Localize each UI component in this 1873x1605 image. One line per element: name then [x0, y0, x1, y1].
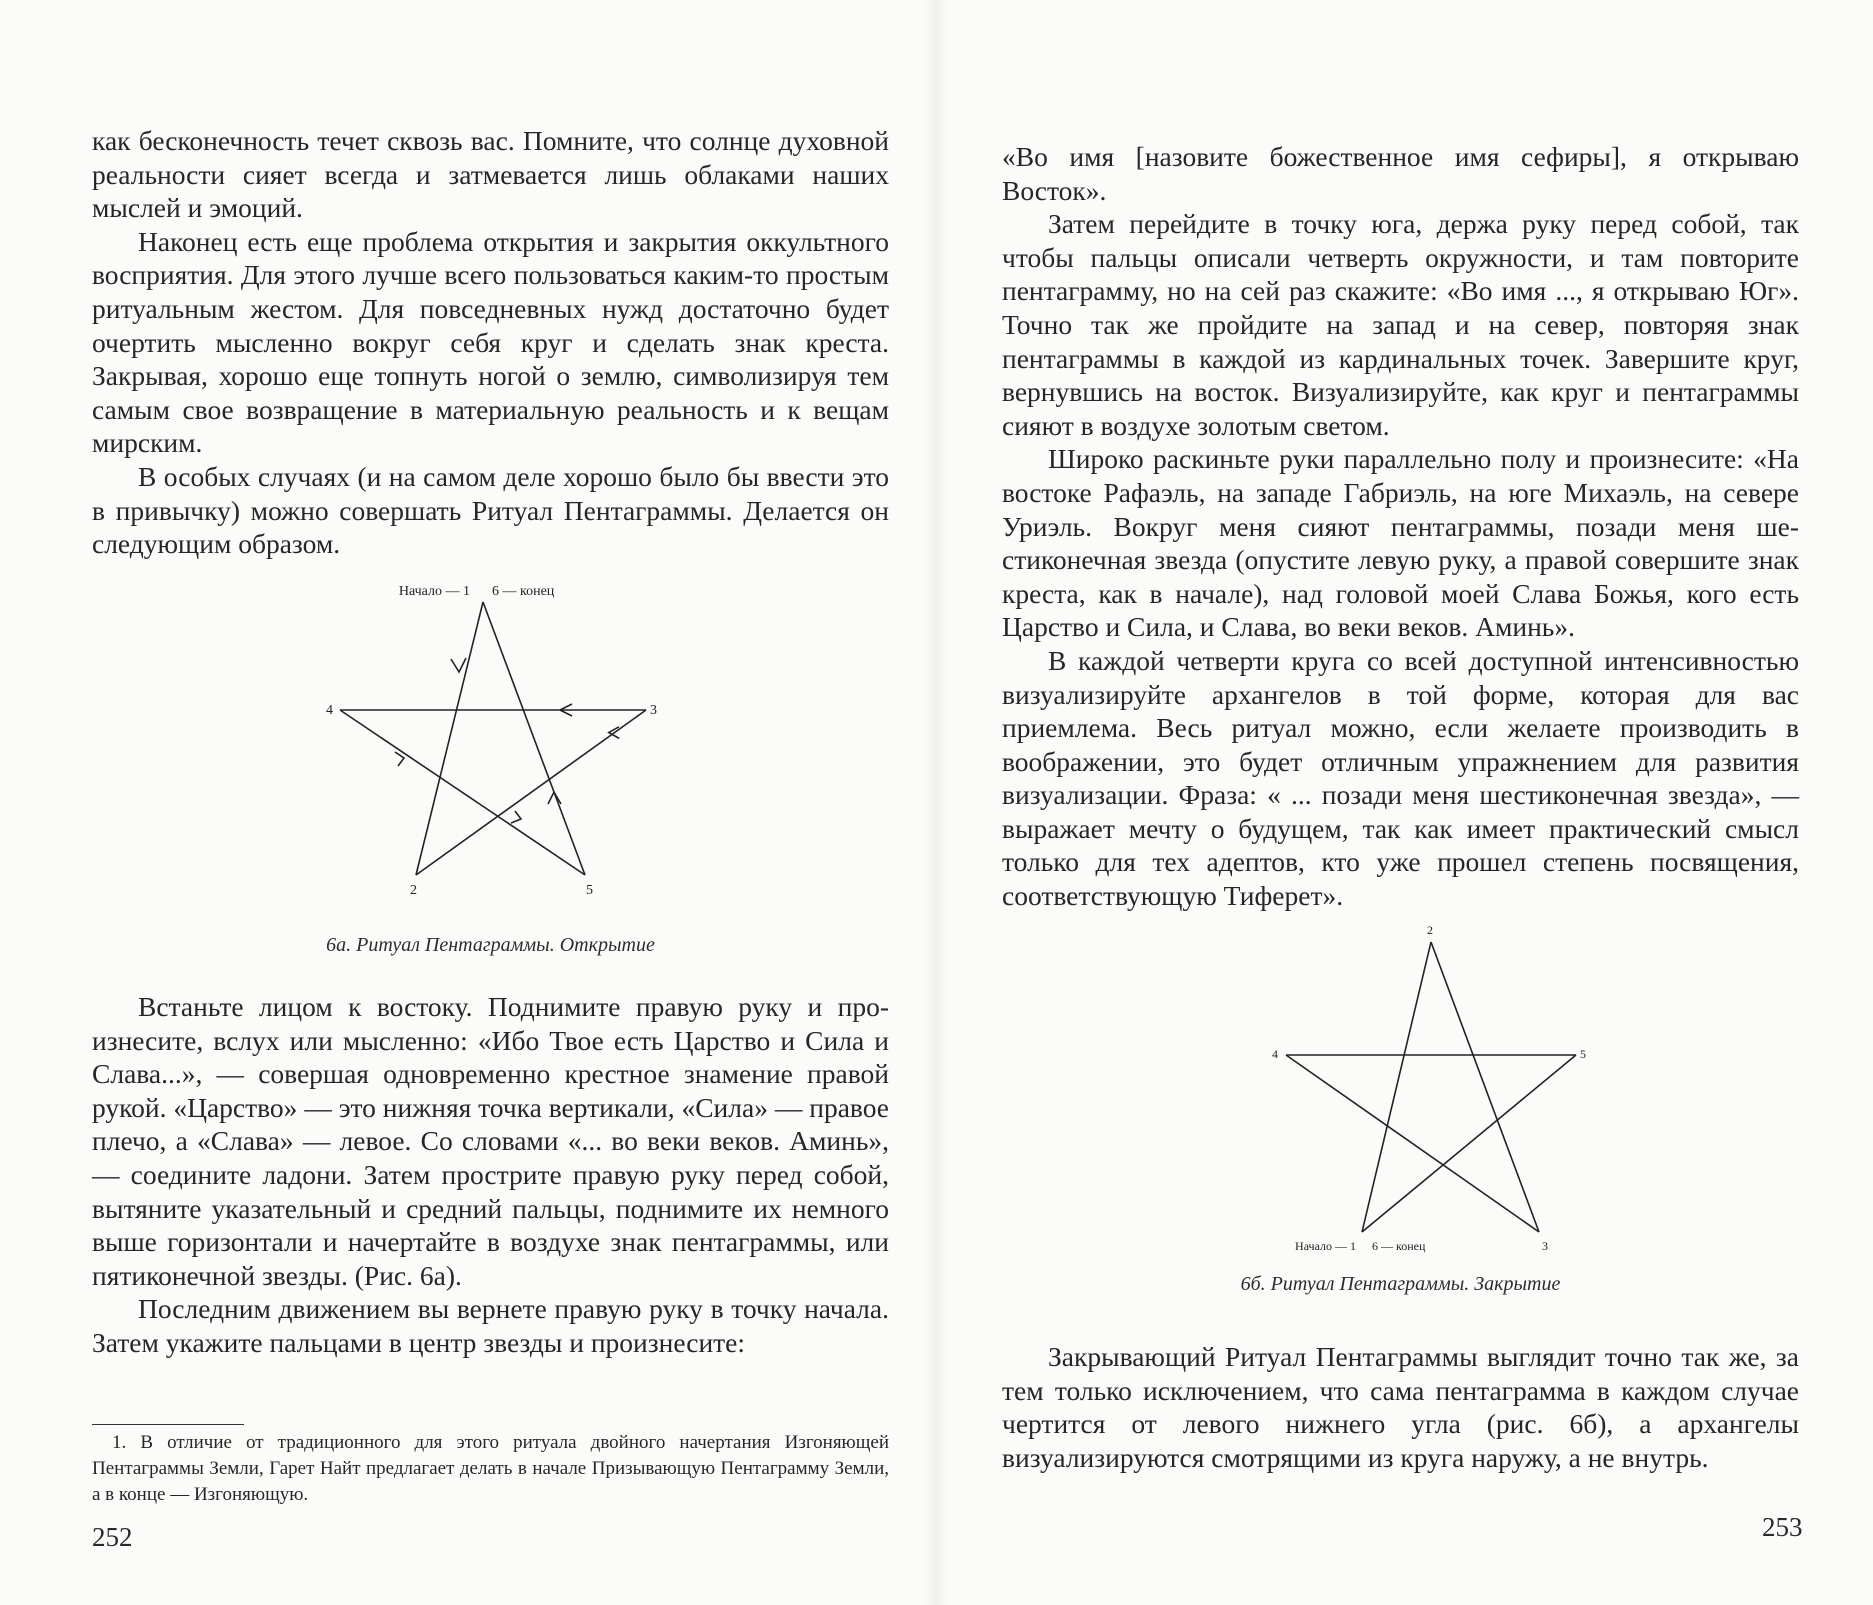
left-paragraph-2: Наконец есть еще проблема открытия и закрытия оккультного восприятия. Для этого лучше всего пользоваться каким-то простым ритуальным жестом. Для повседневных нужд достаточно будет очертить мысленно вокруг себя круг и сделать знак креста. Закрывая, хорошо еще топнуть ногой о землю, символизируя тем самым свое возвращение в материальную реальность и к вещам мирским.: [92, 225, 889, 459]
label-start: Начало — 1: [1295, 1239, 1356, 1253]
point-label-4: 4: [1272, 1047, 1278, 1061]
pentagram-stroke: [340, 710, 585, 875]
point-label-4: 4: [326, 703, 333, 718]
point-label-3: 3: [650, 703, 657, 718]
left-page: [0, 0, 936, 1605]
figure-6b-closing-pentagram: [1256, 920, 1616, 1260]
point-label-2: 2: [410, 883, 417, 898]
direction-arrow: [451, 658, 466, 672]
point-label-3: 3: [1542, 1239, 1548, 1253]
direction-arrow: [395, 752, 404, 766]
figure-caption-6a: 6а. Ритуал Пентаграммы. Открытие: [326, 934, 655, 956]
right-paragraph-5: Закрывающий Ритуал Пентаграммы выглядит точно так же, за тем только исключением, что сама пентаграмма в каждом случае чертится от левого нижнего угла (рис. 6б), а архангелы визуализируются смотрящими из круга наружу, а не внутрь.: [1002, 1341, 1799, 1473]
left-paragraph-3: В особых случаях (и на самом деле хорошо было бы ввести это в привычку) можно совершать Ритуал Пентаграммы. Делается он следующим образом.: [92, 460, 889, 560]
figure-6a-opening-pentagram: [320, 582, 660, 912]
pentagram-stroke: [1286, 1055, 1539, 1232]
right-paragraph-3: Широко раскиньте руки параллельно полу и произнесите: «На востоке Рафаэль, на западе Габриэль, на юге Михаэль, на севере Уриэль. Вокруг меня сияют пентаграммы, позади меня шестиконечная звезда (опустите левую руку, а правой совершите знак креста, как в начале), над головой моей Слава Божья, кого есть Царство и Сила, и Слава, во веки веков. Аминь».: [1002, 443, 1799, 643]
label-start: Начало — 1: [398, 584, 470, 599]
page-number-right: 253: [1762, 1512, 1803, 1542]
figure-caption-6b: 6б. Ритуал Пентаграммы. Закрытие: [1240, 1273, 1561, 1295]
pentagram-stroke: [1362, 942, 1431, 1232]
left-text-block: [92, 124, 889, 561]
right-page: [936, 0, 1873, 1605]
right-paragraph-2: Затем перейдите в точку юга, держа руку перед собой, так чтобы пальцы описали четверть окружности, и там повторите пентаграмму, но на сей раз скажите: «Во имя ..., я открываю Юг». Точно так же пройдите на запад и на север, повторяя знак пентаграммы в каждой из кардинальных точек. Завершите круг, вернувшись на восток. Визуализируйте, как круг и пентаграммы сияют в воздухе золотым светом.: [1002, 208, 1799, 441]
left-paragraph-4: Встаньте лицом к востоку. Поднимите правую руку и произнесите, вслух или мысленно: «Ибо Твое есть Царство и Сила и Слава...», — совершая одновременно крестное знамение правой рукой. «Царство» — это нижняя точка вертикали, «Сила» — правое плечо, а «Слава» — левое. Со словами «... во веки веков. Аминь», — соедините ладони. Затем прострите правую руку перед собой, вытяните указательный и средний пальцы, поднимите их немного выше горизонтали и начертайте в воздухе знак пентаграммы, или пятиконечной звезды. (Рис. 6а).: [92, 991, 889, 1291]
point-label-2: 2: [1427, 923, 1433, 937]
right-text-block-after: [1002, 1340, 1799, 1474]
footnote-rule: [92, 1424, 244, 1425]
pentagram-stroke: [1431, 942, 1539, 1232]
right-text-block: [1002, 140, 1799, 913]
label-end: 6 — конец: [1372, 1239, 1426, 1253]
right-paragraph-1: «Во имя [назовите божественное имя сефиры], я открываю Восток».: [1002, 141, 1799, 206]
direction-arrow: [548, 792, 561, 804]
left-paragraph-5: Последним движением вы вернете правую руку в точку начала. Затем укажите пальцами в центр звезды и произнесите:: [92, 1293, 889, 1358]
footnote: 1. В отличие от традиционного для этого ритуала двойного начертания Изгоняющей Пентаграммы Земли, Гарет Найт предлагает делать в начале Призывающую Пентаграмму Земли, а в конце — Изгоняющую.: [92, 1432, 889, 1505]
direction-arrow: [511, 811, 521, 823]
pentagram-closing-diagram: [1256, 920, 1616, 1260]
pentagram-stroke: [483, 602, 585, 875]
pentagram-opening-diagram: [320, 582, 660, 912]
page-number-left: 252: [92, 1522, 133, 1552]
label-end: 6 — конец: [492, 584, 555, 599]
right-paragraph-4: В каждой четверти круга со всей доступной интенсивностью визуализируйте архангелов в той форме, которая для вас приемлема. Весь ритуал можно, если желаете производить в воображении, это будет отличным упражнением для развития визуализации. Фраза: « ... позади меня шестиконечная звезда», — выражает мечту о будущем, так как имеет практический смысл только для тех адептов, кто уже прошел степень посвящения, соответствующую Тиферет».: [1002, 644, 1799, 912]
left-paragraph-1: как бесконечность течет сквозь вас. Помните, что солнце духовной реальности сияет всегда и затмевается лишь облаками наших мыслей и эмоций.: [92, 125, 889, 224]
left-text-block-after: [92, 990, 889, 1360]
point-label-5: 5: [586, 883, 593, 898]
pentagram-stroke: [1362, 1055, 1576, 1232]
point-label-5: 5: [1580, 1047, 1586, 1061]
